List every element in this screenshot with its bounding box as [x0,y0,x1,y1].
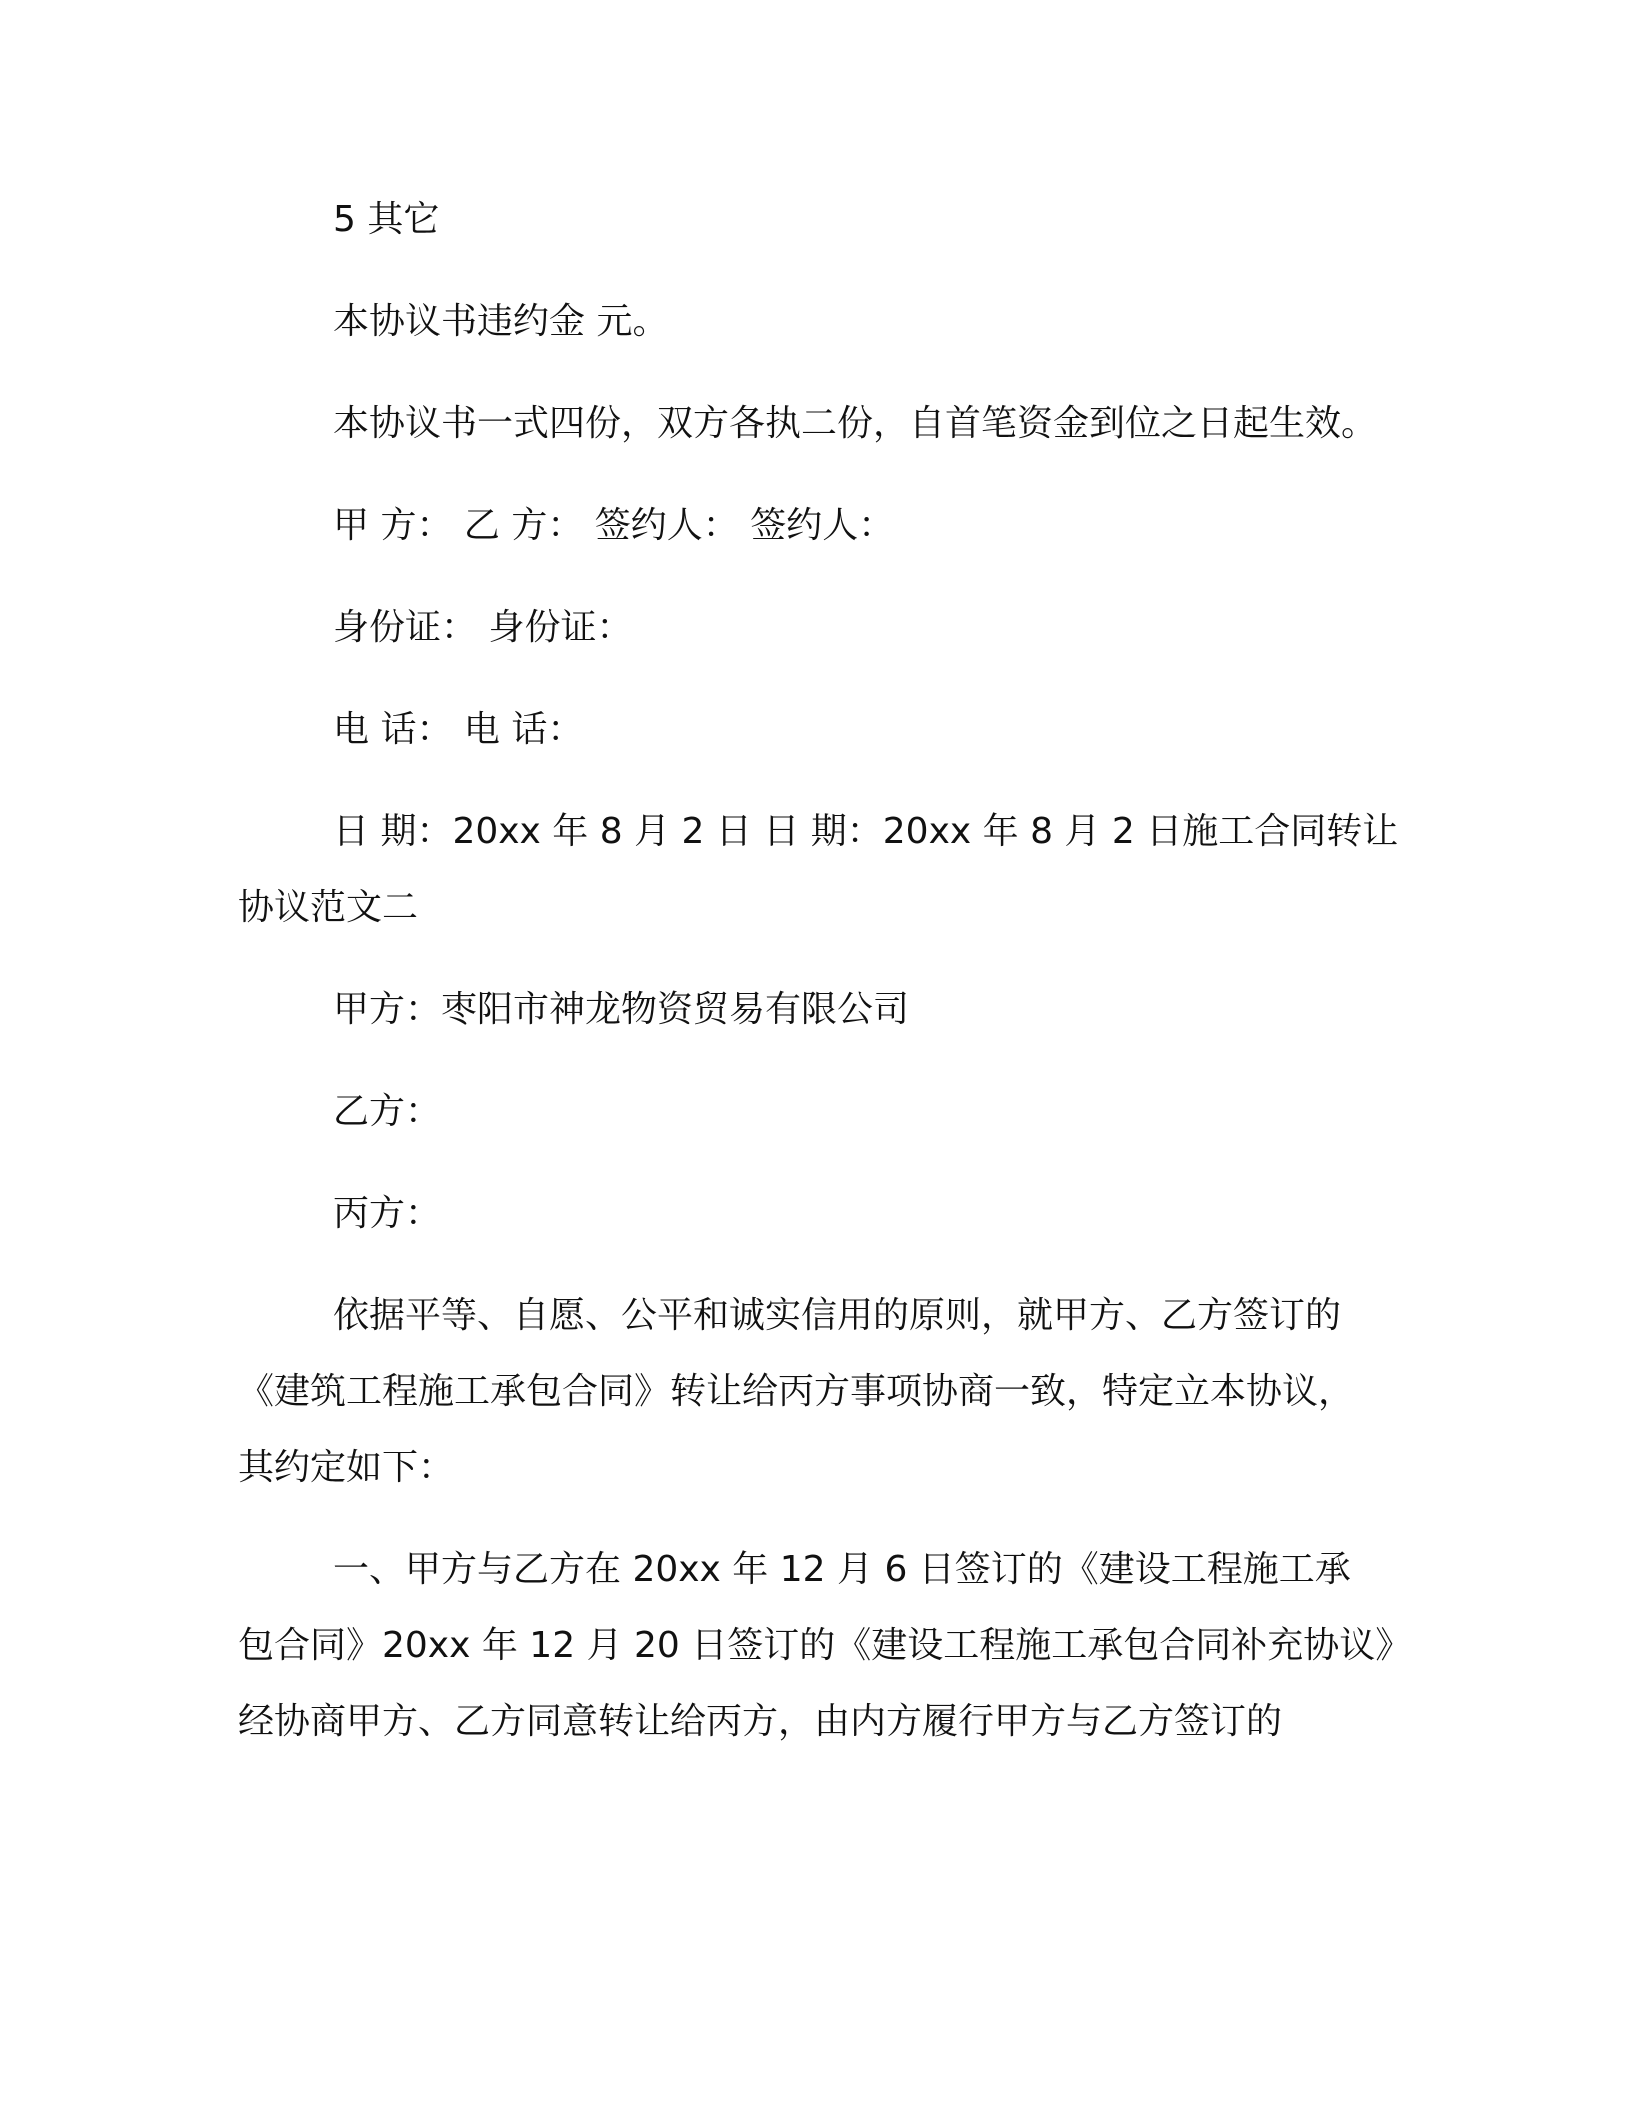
party-b-line: 乙方： [333,1091,442,1132]
party-c-line: 丙方： [333,1193,442,1234]
preamble-line-1: 依据平等、自愿、公平和诚实信用的原则，就甲方、乙方签订的 [333,1295,1342,1336]
copies-clause: 本协议书一式四份，双方各执二份，自首笔资金到位之日起生效。 [333,403,1378,444]
article-one-line-2: 包合同》20xx 年 12 月 20 日签订的《建设工程施工承包合同补充协议》 [238,1625,1412,1666]
preamble-line-3: 其约定如下： [238,1447,455,1488]
id-card-line: 身份证： 身份证： [333,607,633,648]
section-heading-other: 5 其它 [333,199,440,240]
sample-title-continuation: 协议范文二 [238,887,419,928]
penalty-clause: 本协议书违约金 元。 [333,301,669,342]
parties-signatory-line: 甲 方： 乙 方： 签约人： 签约人： [333,505,895,546]
article-one-line-1: 一、甲方与乙方在 20xx 年 12 月 6 日签订的《建设工程施工承 [333,1549,1351,1590]
article-one-line-3: 经协商甲方、乙方同意转让给丙方，由内方履行甲方与乙方签订的 [238,1701,1283,1742]
phone-line: 电 话： 电 话： [333,709,584,750]
party-a-line: 甲方：枣阳市神龙物资贸易有限公司 [333,989,910,1030]
date-line: 日 期：20xx 年 8 月 2 日 日 期：20xx 年 8 月 2 日施工合同转让 [333,811,1399,852]
preamble-line-2: 《建筑工程施工承包合同》转让给丙方事项协商一致，特定立本协议， [238,1371,1355,1412]
